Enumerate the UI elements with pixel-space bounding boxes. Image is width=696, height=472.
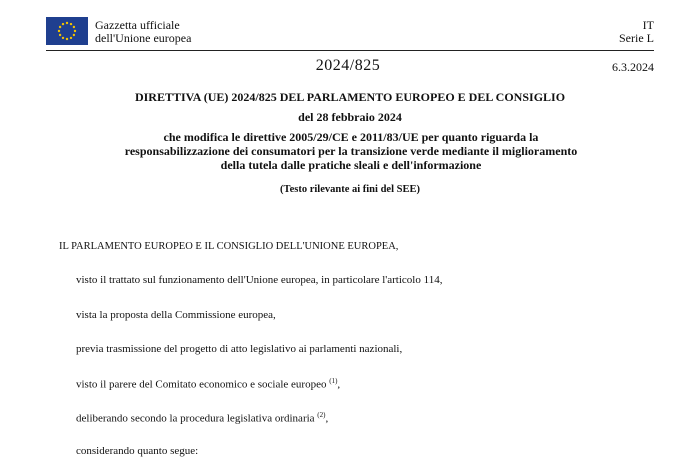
header-divider (46, 50, 654, 51)
footnote-ref-1[interactable]: (1) (329, 377, 338, 385)
citation-treaty: visto il trattato sul funzionamento dell'Unione europea, in particolare l'articolo 114, (76, 274, 443, 286)
eu-flag-icon (46, 17, 88, 45)
document-number: 2024/825 (315, 57, 381, 74)
preamble: IL PARLAMENTO EUROPEO E IL CONSIGLIO DELL'UNIONE EUROPEA, (59, 241, 399, 252)
directive-subject: che modifica le direttive 2005/29/CE e 2011/83/UE per quanto riguarda la responsabilizzazione dei consumatori per la transizione verde mediante il miglioramento della tutela dalle pratiche sleali e dell'informazione (124, 130, 578, 172)
series-label: Serie L (619, 31, 654, 45)
citation-procedure-text: deliberando secondo la procedura legislativa ordinaria (76, 412, 315, 425)
publication-date: 6.3.2024 (612, 60, 654, 74)
directive-title: DIRETTIVA (UE) 2024/825 DEL PARLAMENTO EUROPEO E DEL CONSIGLIO (134, 90, 566, 104)
recitals-intro: considerando quanto segue: (76, 445, 199, 457)
citation-legislative-procedure (76, 411, 328, 425)
publication-line-2: dell'Unione europea (95, 31, 192, 45)
journal-header (0, 0, 696, 56)
citation-eesc-opinion (76, 377, 340, 391)
language-code: IT (642, 18, 654, 32)
citation-eesc-end: , (337, 378, 341, 391)
language-series (619, 19, 654, 45)
citation-procedure-end: , (325, 412, 329, 425)
publication-name (95, 19, 191, 45)
citation-national-parliaments: previa trasmissione del progetto di atto legislativo ai parlamenti nazionali, (76, 343, 403, 355)
footnote-ref-2[interactable]: (2) (317, 411, 326, 419)
eea-relevance-note: (Testo rilevante ai fini del SEE) (280, 184, 420, 195)
citation-eesc-text: visto il parere del Comitato economico e sociale europeo (76, 378, 327, 391)
directive-date: del 28 febbraio 2024 (298, 110, 402, 124)
citation-proposal: vista la proposta della Commissione europea, (76, 309, 276, 321)
publication-line-1: Gazzetta ufficiale (95, 18, 180, 32)
